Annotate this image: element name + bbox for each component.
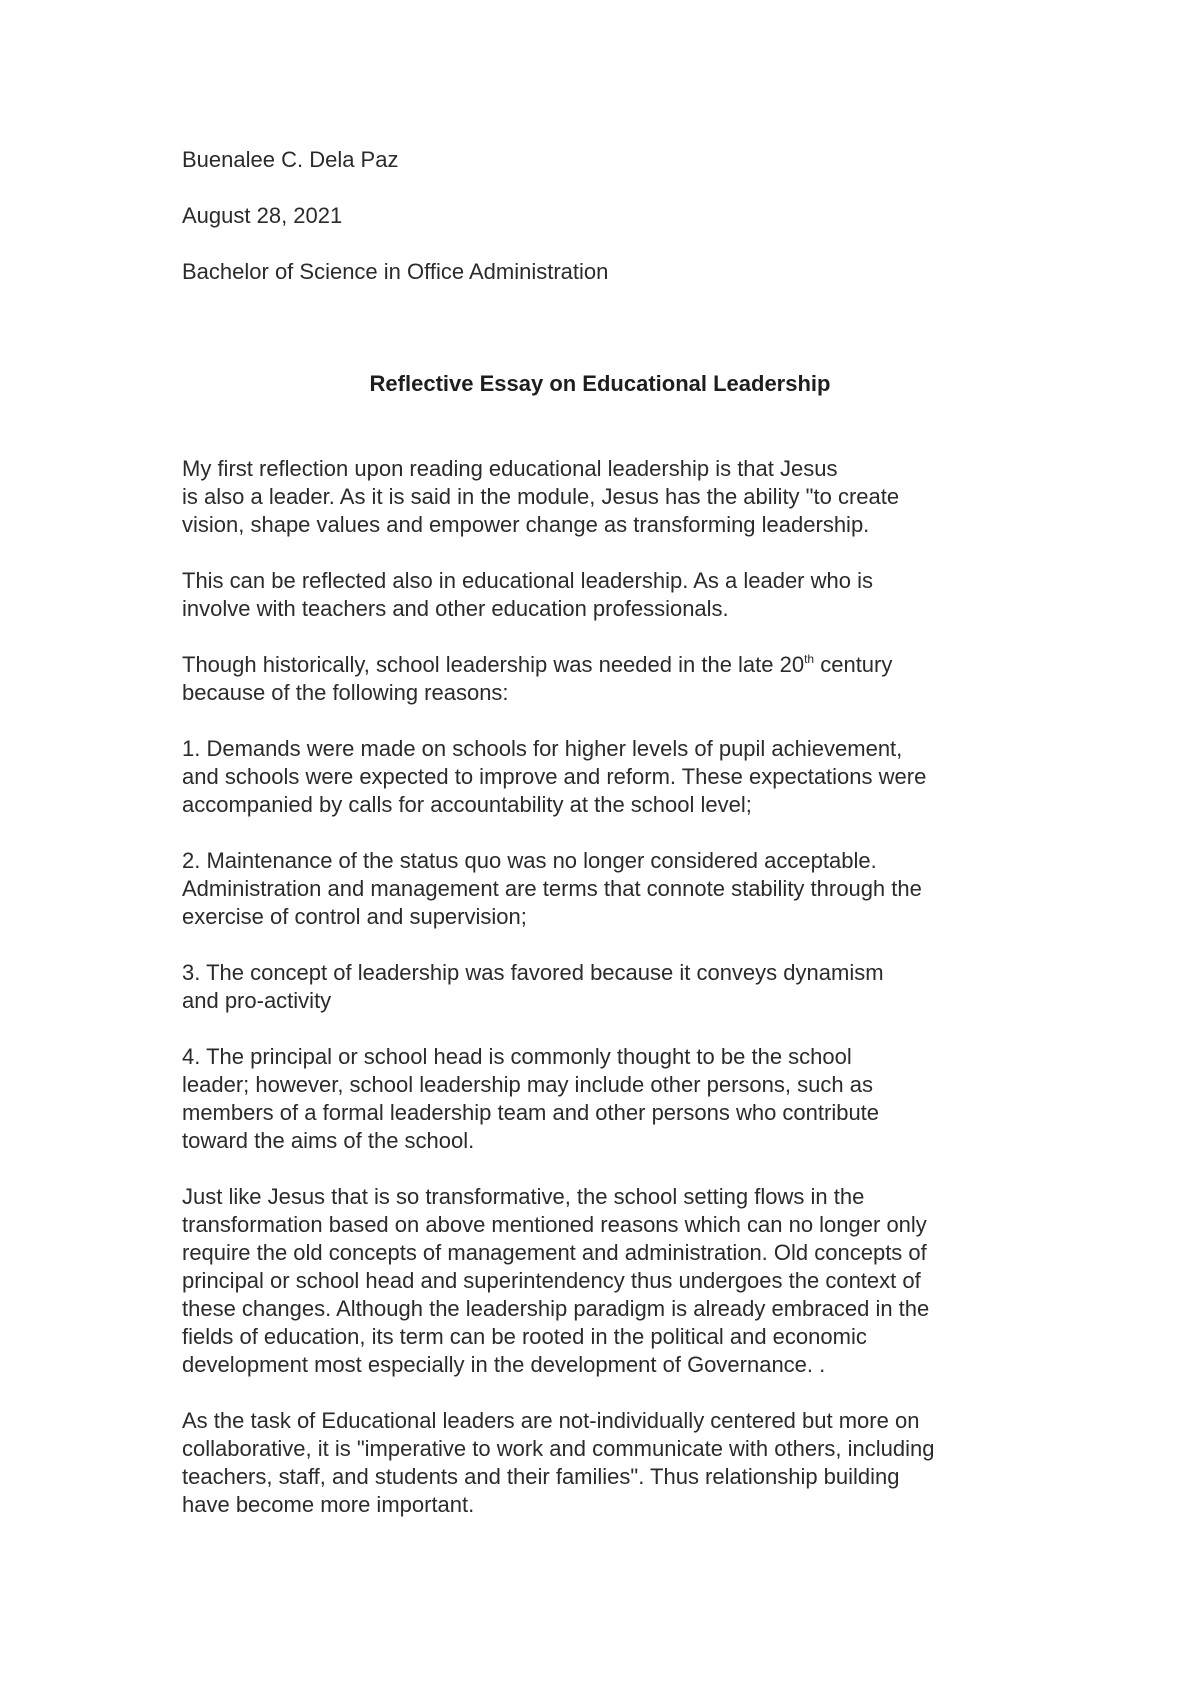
paragraph-line: transformation based on above mentioned reasons which can no longer only	[182, 1212, 927, 1237]
paragraph-line: This can be reflected also in educational leadership. As a leader who is	[182, 568, 873, 593]
paragraph-line-with-superscript	[182, 651, 1062, 679]
paragraph-line: 4. The principal or school head is commonly thought to be the school	[182, 1044, 852, 1069]
paragraph-jesus-transformative	[182, 1183, 1062, 1379]
paragraph-line: and pro-activity	[182, 988, 332, 1013]
reason-item-1	[182, 735, 1062, 819]
line-text: Though historically, school leadership was needed in the late 20	[182, 652, 805, 677]
ordinal-superscript: th	[804, 652, 815, 666]
paragraph-line: Just like Jesus that is so transformative, the school setting flows in the	[182, 1184, 865, 1209]
paragraph-line: involve with teachers and other education professionals.	[182, 596, 729, 621]
degree-program: Bachelor of Science in Office Administration	[182, 259, 609, 284]
paragraph-line: these changes. Although the leadership paradigm is already embraced in the	[182, 1296, 930, 1321]
paragraph-line: exercise of control and supervision;	[182, 904, 527, 929]
line-text: century	[814, 652, 893, 677]
paragraph-line: 2. Maintenance of the status quo was no longer considered acceptable.	[182, 848, 877, 873]
paragraph-collaborative	[182, 1407, 1062, 1519]
paragraph-line: fields of education, its term can be rooted in the political and economic	[182, 1324, 867, 1349]
paragraph-line: development most especially in the development of Governance. .	[182, 1352, 826, 1377]
paragraph-line: and schools were expected to improve and reform. These expectations were	[182, 764, 927, 789]
reason-item-3	[182, 959, 1062, 1015]
paragraph-line: require the old concepts of management and administration. Old concepts of	[182, 1240, 927, 1265]
paragraph-line: teachers, staff, and students and their families". Thus relationship building	[182, 1464, 900, 1489]
reason-item-4	[182, 1043, 1062, 1155]
paragraph-line: principal or school head and superintendency thus undergoes the context of	[182, 1268, 921, 1293]
paragraph-line: accompanied by calls for accountability at the school level;	[182, 792, 752, 817]
essay-title: Reflective Essay on Educational Leadership	[369, 371, 831, 396]
paragraph-line: Administration and management are terms that connote stability through the	[182, 876, 922, 901]
author-name: Buenalee C. Dela Paz	[182, 147, 399, 172]
paragraph-line: vision, shape values and empower change as transforming leadership.	[182, 512, 870, 537]
paragraph-line: leader; however, school leadership may include other persons, such as	[182, 1072, 873, 1097]
paragraph-line: collaborative, it is "imperative to work and communicate with others, including	[182, 1436, 935, 1461]
paragraph-line: 1. Demands were made on schools for higher levels of pupil achievement,	[182, 736, 903, 761]
paragraph-3	[182, 651, 1062, 707]
paragraph-line: 3. The concept of leadership was favored because it conveys dynamism	[182, 960, 884, 985]
reason-item-2	[182, 847, 1062, 931]
paragraph-line: because of the following reasons:	[182, 680, 509, 705]
paragraph-1	[182, 455, 1062, 539]
paragraph-2	[182, 567, 1062, 623]
paragraph-line: have become more important.	[182, 1492, 475, 1517]
essay-date: August 28, 2021	[182, 203, 343, 228]
paragraph-line: toward the aims of the school.	[182, 1128, 475, 1153]
paragraph-line: members of a formal leadership team and other persons who contribute	[182, 1100, 880, 1125]
paragraph-line: As the task of Educational leaders are not-individually centered but more on	[182, 1408, 920, 1433]
paragraph-line: My first reflection upon reading educational leadership is that Jesus	[182, 456, 838, 481]
paragraph-line: is also a leader. As it is said in the module, Jesus has the ability "to create	[182, 484, 900, 509]
